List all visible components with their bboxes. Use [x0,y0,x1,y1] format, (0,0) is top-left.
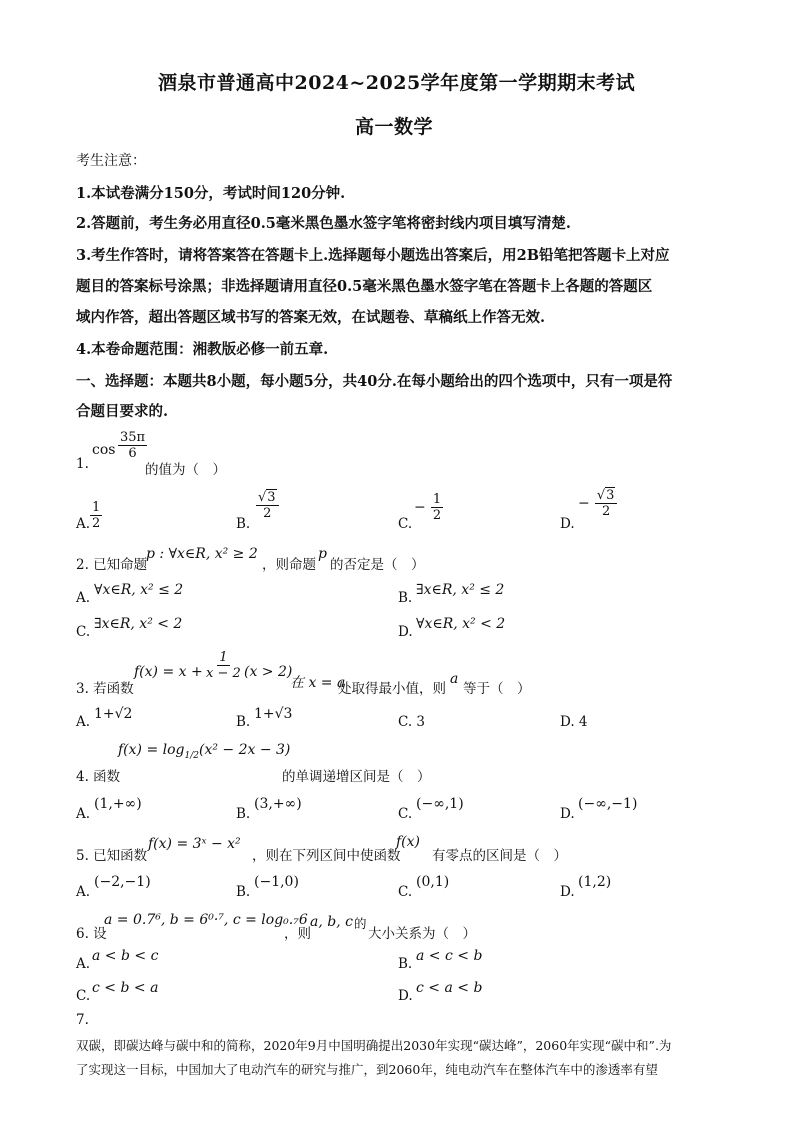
q4-option-d-label: D. [560,806,575,822]
q5-option-a: (−2,−1) [94,874,151,890]
q1-cos: cos [92,442,116,458]
notice-item: 2.答题前，考生务必用直径0.5毫米黑色墨水签字笔将密封线内项目填写清楚. [76,215,571,232]
q5-option-b: (−1,0) [254,874,299,890]
q1-option-b: $\frac{√3}{2}$ [256,490,279,521]
q1-number: 1. [76,456,89,472]
q5-option-b-label: B. [236,884,251,900]
q1-option-a-label: A. [76,516,91,532]
q5-fx: f(x) [396,834,421,850]
q2-option-c-label: C. [76,624,91,640]
q6-option-d-label: D. [398,988,413,1004]
q5-stem-a: 5. 已知函数 [76,848,148,864]
q1-option-c-label: C. [398,516,413,532]
q6-stem-c: 大小关系为（ ） [368,926,476,942]
q1-option-b-label: B. [236,516,251,532]
q4-option-b: (3,+∞) [254,796,302,812]
q6-option-d: c < a < b [416,980,483,996]
exam-subject: 高一数学 [355,116,434,138]
q6-stem-a: 6. 设 [76,926,107,942]
q3-stem-a: 3. 若函数 [76,681,134,697]
q6-option-b-label: B. [398,956,413,972]
q3-option-a-label: A. [76,714,91,730]
q4-stem-b: 的单调递增区间是（ ） [282,769,431,785]
q2-option-b-label: B. [398,590,413,606]
q3-option-c: C. 3 [398,714,426,730]
notice-item: 3.考生作答时，请将答案答在答题卡上.选择题每小题选出答案后，用2B铅笔把答题卡上对应 [76,247,670,264]
q6-option-a-label: A. [76,956,91,972]
q4-function: $f(x) = \log_{1/2}(x^2 - 2x - 3)$ [118,742,291,761]
q2-option-a-label: A. [76,590,91,606]
section-heading: 一、选择题：本题共8小题，每小题5分，共40分.在每小题给出的四个选项中，只有一项是符 [76,373,673,390]
q4-option-a-label: A. [76,806,91,822]
q1-frac-num: 35π [120,430,146,445]
q1-frac-den: 6 [128,446,137,461]
q3-option-d: D. 4 [560,714,588,730]
q4-option-c: (−∞,1) [416,796,464,812]
q7-line: 了实现这一目标，中国加大了电动汽车的研究与推广，到2060年，纯电动汽车在整体汽车中的渗透率有望 [76,1062,658,1077]
q3-f-left: f(x) = x + [134,664,203,680]
q2-proposition: p : ∀x∈R, x² ≥ 2 [146,546,258,562]
q2-option-d-label: D. [398,624,413,640]
q4-option-b-label: B. [236,806,251,822]
notice-item: 题目的答案标号涂黑；非选择题请用直径0.5毫米黑色墨水签字笔在答题卡上各题的答题区 [76,278,653,295]
q6-option-a: a < b < c [92,948,159,964]
q3-condition: (x > 2) [244,664,293,680]
q3-at: 在 x = a [290,675,346,691]
q3-option-b: 1+√3 [254,706,293,722]
q6-option-b: a < c < b [416,948,483,964]
notice-item: 4.本卷命题范围：湘教版必修一前五章. [76,341,329,358]
q3-stem-b: 处取得最小值，则 [338,681,446,697]
q6-expression: a = 0.7⁶, b = 6⁰·⁷, c = log₀.₇6 [104,912,308,928]
q1-option-a: $\frac{1}{2}$ [92,500,101,531]
q1-option-c: − $\frac{1}{2}$ [414,492,442,523]
q2-stem-c: 的否定是（ ） [330,557,425,573]
q6-option-c: c < b < a [92,980,159,996]
q2-option-c: ∃x∈R, x² < 2 [94,616,183,632]
q6-stem-b: ，则 [284,926,311,942]
q2-option-a: ∀x∈R, x² ≤ 2 [94,582,184,598]
exam-title: 酒泉市普通高中2024~2025学年度第一学期期末考试 [158,72,636,94]
q2-option-d: ∀x∈R, x² < 2 [416,616,506,632]
q5-option-a-label: A. [76,884,91,900]
q5-stem-b: ，则在下列区间中使函数 [252,848,401,864]
q1-option-d-label: D. [560,516,575,532]
q2-p: p [318,546,327,562]
q3-fraction: $\frac{1}{x - 2}$ [206,650,241,681]
q3-option-a: 1+√2 [94,706,133,722]
notice-item: 域内作答，超出答题区域书写的答案无效，在试题卷、草稿纸上作答无效. [76,309,546,326]
notice-item: 1.本试卷满分150分，考试时间120分钟. [76,185,346,202]
q2-option-b: ∃x∈R, x² ≤ 2 [416,582,505,598]
q6-abc: a, b, c [310,914,353,930]
q3-stem-c: 等于（ ） [463,681,531,697]
q2-stem-a: 2. 已知命题 [76,557,148,573]
q1-option-d: − $\frac{√3}{2}$ [578,488,617,519]
q2-stem-b: ，则命题 [262,557,316,573]
q5-function: f(x) = 3ˣ − x² [148,836,241,852]
q5-option-d-label: D. [560,884,575,900]
q5-option-c-label: C. [398,884,413,900]
q7-line: 双碳，即碳达峰与碳中和的简称，2020年9月中国明确提出2030年实现“碳达峰”，2060年实现“碳中和”.为 [76,1038,672,1053]
q6-option-c-label: C. [76,988,91,1004]
q5-stem-c: 有零点的区间是（ ） [432,848,567,864]
q3-a: a [450,671,459,687]
q4-stem-a: 4. 函数 [76,769,121,785]
q5-option-c: (0,1) [416,874,450,890]
q1-stem: 的值为（ ） [145,462,226,478]
notice-heading: 考生注意： [76,153,146,169]
q7-number: 7. [76,1012,89,1028]
section-heading-cont: 合题目要求的. [76,403,169,420]
q4-option-c-label: C. [398,806,413,822]
q3-option-b-label: B. [236,714,251,730]
q6-de: 的 [354,916,367,931]
q4-option-a: (1,+∞) [94,796,142,812]
q5-option-d: (1,2) [578,874,612,890]
q1-fraction [118,430,147,461]
q4-option-d: (−∞,−1) [578,796,638,812]
